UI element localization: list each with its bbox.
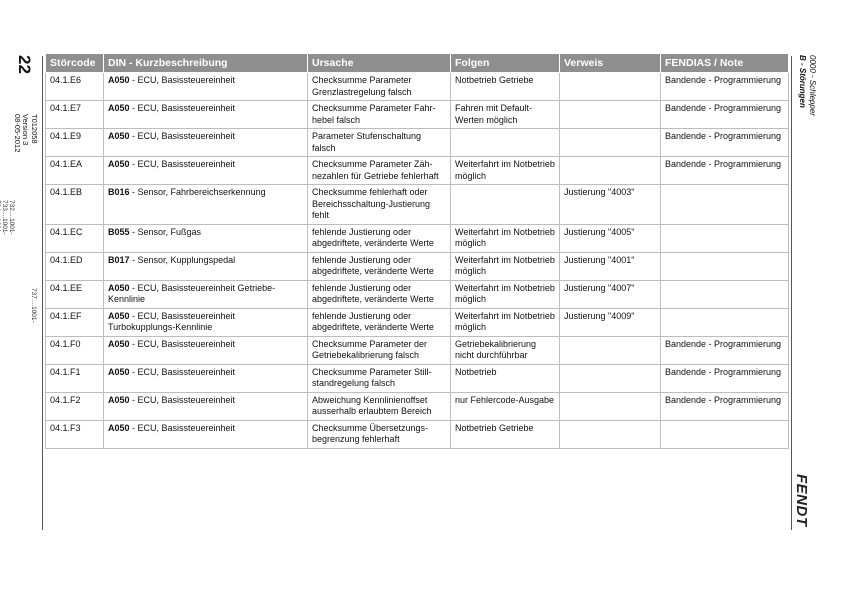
- din-text: - ECU, Basissteuereinheit: [129, 338, 236, 349]
- cell-din: [104, 392, 308, 420]
- table-row: [46, 420, 789, 448]
- cell-verweis: Justierung "4003": [560, 185, 661, 225]
- cell-verweis: Justierung "4007": [560, 280, 661, 308]
- cell-note: Bandende - Programmierung: [661, 392, 789, 420]
- din-code: A050: [108, 131, 130, 141]
- cell-verweis: [560, 129, 661, 157]
- cell-din: [104, 224, 308, 252]
- din-code: B016: [108, 187, 130, 197]
- cell-verweis: Justierung "4001": [560, 252, 661, 280]
- din-text: - ECU, Basissteuereinheit: [129, 366, 236, 377]
- cell-verweis: [560, 157, 661, 185]
- cell-ursache: Checksumme Parameter Stillstandregelung falsch: [308, 364, 451, 392]
- cell-verweis: [560, 73, 661, 101]
- cell-folgen: Weiterfahrt im Notbetrieb möglich: [451, 280, 560, 308]
- cell-verweis: Justierung "4005": [560, 224, 661, 252]
- section-title: B - Störungen: [798, 55, 808, 108]
- cell-folgen: [451, 129, 560, 157]
- din-code: A050: [108, 394, 130, 405]
- serial-number-extra: 737....1001-: [30, 288, 37, 323]
- din-text: - ECU, Basissteuereinheit: [129, 159, 236, 169]
- cell-code: 04.1.EF: [46, 308, 104, 336]
- cell-din: [104, 308, 308, 336]
- table-row: [46, 252, 789, 280]
- cell-code: 04.1.EC: [46, 224, 104, 252]
- cell-code: 04.1.EB: [46, 185, 104, 225]
- cell-din: [104, 185, 308, 225]
- cell-din: [104, 101, 308, 129]
- brand-logo: FENDT: [793, 474, 810, 527]
- cell-folgen: Getriebekalibrierung nicht durchführbar: [451, 336, 560, 364]
- din-code: A050: [108, 310, 130, 321]
- cell-note: [661, 224, 789, 252]
- cell-folgen: Notbetrieb Getriebe: [451, 73, 560, 101]
- cell-code: 04.1.E9: [46, 129, 104, 157]
- cell-verweis: [560, 364, 661, 392]
- cell-code: 04.1.EA: [46, 157, 104, 185]
- cell-note: [661, 420, 789, 448]
- cell-ursache: fehlende Justierung oder abgedriftete, veränderte Werte: [308, 252, 451, 280]
- din-code: A050: [108, 338, 130, 349]
- din-code: B055: [108, 226, 130, 237]
- table-row: [46, 157, 789, 185]
- cell-code: 04.1.F2: [46, 392, 104, 420]
- cell-code: 04.1.ED: [46, 252, 104, 280]
- header-note: FENDIAS / Note: [661, 54, 789, 73]
- cell-note: [661, 280, 789, 308]
- table-row: [46, 336, 789, 364]
- table-row: [46, 280, 789, 308]
- cell-note: Bandende - Programmierung: [661, 336, 789, 364]
- right-margin-rule: [791, 56, 792, 530]
- din-code: B017: [108, 254, 130, 265]
- page-number: 22: [15, 55, 34, 74]
- cell-note: Bandende - Programmierung: [661, 101, 789, 129]
- table-row: [46, 224, 789, 252]
- cell-note: [661, 185, 789, 225]
- cell-note: Bandende - Programmierung: [661, 364, 789, 392]
- serial-number: 732....1001-: [8, 200, 15, 235]
- din-code: A050: [108, 422, 130, 433]
- header-folgen: Folgen: [451, 54, 560, 73]
- cell-din: [104, 336, 308, 364]
- din-text: - Sensor, Kupplungspedal: [129, 254, 236, 265]
- table-row: [46, 308, 789, 336]
- cell-ursache: Parameter Stufenschaltung falsch: [308, 129, 451, 157]
- cell-ursache: Checksumme Parameter Grenzlastregelung falsch: [308, 73, 451, 101]
- chapter-heading: [798, 55, 817, 116]
- din-text: - ECU, Basissteuereinheit Getriebe-Kennlinie: [108, 282, 276, 304]
- cell-ursache: Checksumme Parameter Fahrhebel falsch: [308, 101, 451, 129]
- din-code: A050: [108, 366, 130, 377]
- cell-din: [104, 420, 308, 448]
- doc-id: T012058: [30, 114, 39, 144]
- cell-verweis: Justierung "4009": [560, 308, 661, 336]
- din-text: - ECU, Basissteuereinheit: [129, 131, 236, 141]
- header-verweis: Verweis: [560, 54, 661, 73]
- cell-verweis: [560, 392, 661, 420]
- cell-din: [104, 157, 308, 185]
- cell-note: Bandende - Programmierung: [661, 129, 789, 157]
- cell-din: [104, 73, 308, 101]
- cell-ursache: fehlende Justierung oder abgedriftete, veränderte Werte: [308, 280, 451, 308]
- cell-folgen: Weiterfahrt im Notbetrieb möglich: [451, 252, 560, 280]
- serial-number: [0, 200, 1, 235]
- cell-code: 04.1.F3: [46, 420, 104, 448]
- table-header-row: [46, 54, 789, 73]
- cell-note: Bandende - Programmierung: [661, 157, 789, 185]
- table-row: [46, 129, 789, 157]
- din-code: A050: [108, 103, 130, 113]
- cell-ursache: fehlende Justierung oder abgedriftete, veränderte Werte: [308, 224, 451, 252]
- table-row: [46, 392, 789, 420]
- chapter-title: 0000 - Schlepper: [808, 55, 817, 116]
- table-row: [46, 101, 789, 129]
- doc-date: 08-05-2012: [13, 114, 22, 153]
- serial-numbers: [0, 200, 15, 235]
- din-text: - ECU, Basissteuereinheit: [129, 394, 236, 405]
- din-text: - Sensor, Fußgas: [129, 226, 202, 237]
- cell-code: 04.1.F0: [46, 336, 104, 364]
- cell-ursache: Checksumme Übersetzungsbegrenzung fehlerhaft: [308, 420, 451, 448]
- din-text: - ECU, Basissteuereinheit: [129, 103, 236, 113]
- din-code: A050: [108, 159, 130, 169]
- cell-din: [104, 252, 308, 280]
- header-stoercode: Störcode: [46, 54, 104, 73]
- cell-folgen: Weiterfahrt im Notbetrieb möglich: [451, 157, 560, 185]
- cell-note: [661, 308, 789, 336]
- cell-code: 04.1.F1: [46, 364, 104, 392]
- din-text: - ECU, Basissteuereinheit: [129, 75, 236, 85]
- table-row: [46, 185, 789, 225]
- cell-folgen: Notbetrieb: [451, 364, 560, 392]
- cell-ursache: Checksumme Parameter der Getriebekalibrierung falsch: [308, 336, 451, 364]
- cell-note: [661, 252, 789, 280]
- left-margin-rule: [42, 56, 43, 530]
- din-code: A050: [108, 75, 130, 85]
- cell-verweis: [560, 101, 661, 129]
- cell-din: [104, 280, 308, 308]
- din-code: A050: [108, 282, 130, 293]
- cell-folgen: [451, 185, 560, 225]
- din-text: - ECU, Basissteuereinheit: [129, 422, 236, 433]
- cell-ursache: fehlende Justierung oder abgedriftete, veränderte Werte: [308, 308, 451, 336]
- cell-folgen: Weiterfahrt im Notbetrieb möglich: [451, 308, 560, 336]
- cell-folgen: Fahren mit DefaultWerten möglich: [451, 101, 560, 129]
- cell-din: [104, 129, 308, 157]
- cell-folgen: Weiterfahrt im Notbetrieb möglich: [451, 224, 560, 252]
- cell-din: [104, 364, 308, 392]
- cell-code: 04.1.EE: [46, 280, 104, 308]
- cell-ursache: Checksumme fehlerhaft oder Bereichsschaltung-Justierung fehlt: [308, 185, 451, 225]
- cell-folgen: Notbetrieb Getriebe: [451, 420, 560, 448]
- table-row: [46, 364, 789, 392]
- din-text: - Sensor, Fahrbereichserkennung: [129, 187, 266, 197]
- header-ursache: Ursache: [308, 54, 451, 73]
- cell-note: Bandende - Programmierung: [661, 73, 789, 101]
- serial-number: 733....1001-: [1, 200, 8, 235]
- cell-code: 04.1.E7: [46, 101, 104, 129]
- document-info: [13, 114, 39, 152]
- cell-verweis: [560, 420, 661, 448]
- din-text: - ECU, Basissteuereinheit Turbokupplungs-Kennlinie: [108, 310, 236, 332]
- table-row: [46, 73, 789, 101]
- header-din: DIN - Kurzbeschreibung: [104, 54, 308, 73]
- cell-ursache: Abweichung Kennlinienoffset ausserhalb erlaubtem Bereich: [308, 392, 451, 420]
- cell-ursache: Checksumme Parameter Zähnezahlen für Getriebe fehlerhaft: [308, 157, 451, 185]
- cell-verweis: [560, 336, 661, 364]
- doc-version: Version 3: [21, 114, 31, 146]
- cell-code: 04.1.E6: [46, 73, 104, 101]
- fault-code-table: [45, 53, 789, 449]
- cell-folgen: nur Fehlercode-Ausgabe: [451, 392, 560, 420]
